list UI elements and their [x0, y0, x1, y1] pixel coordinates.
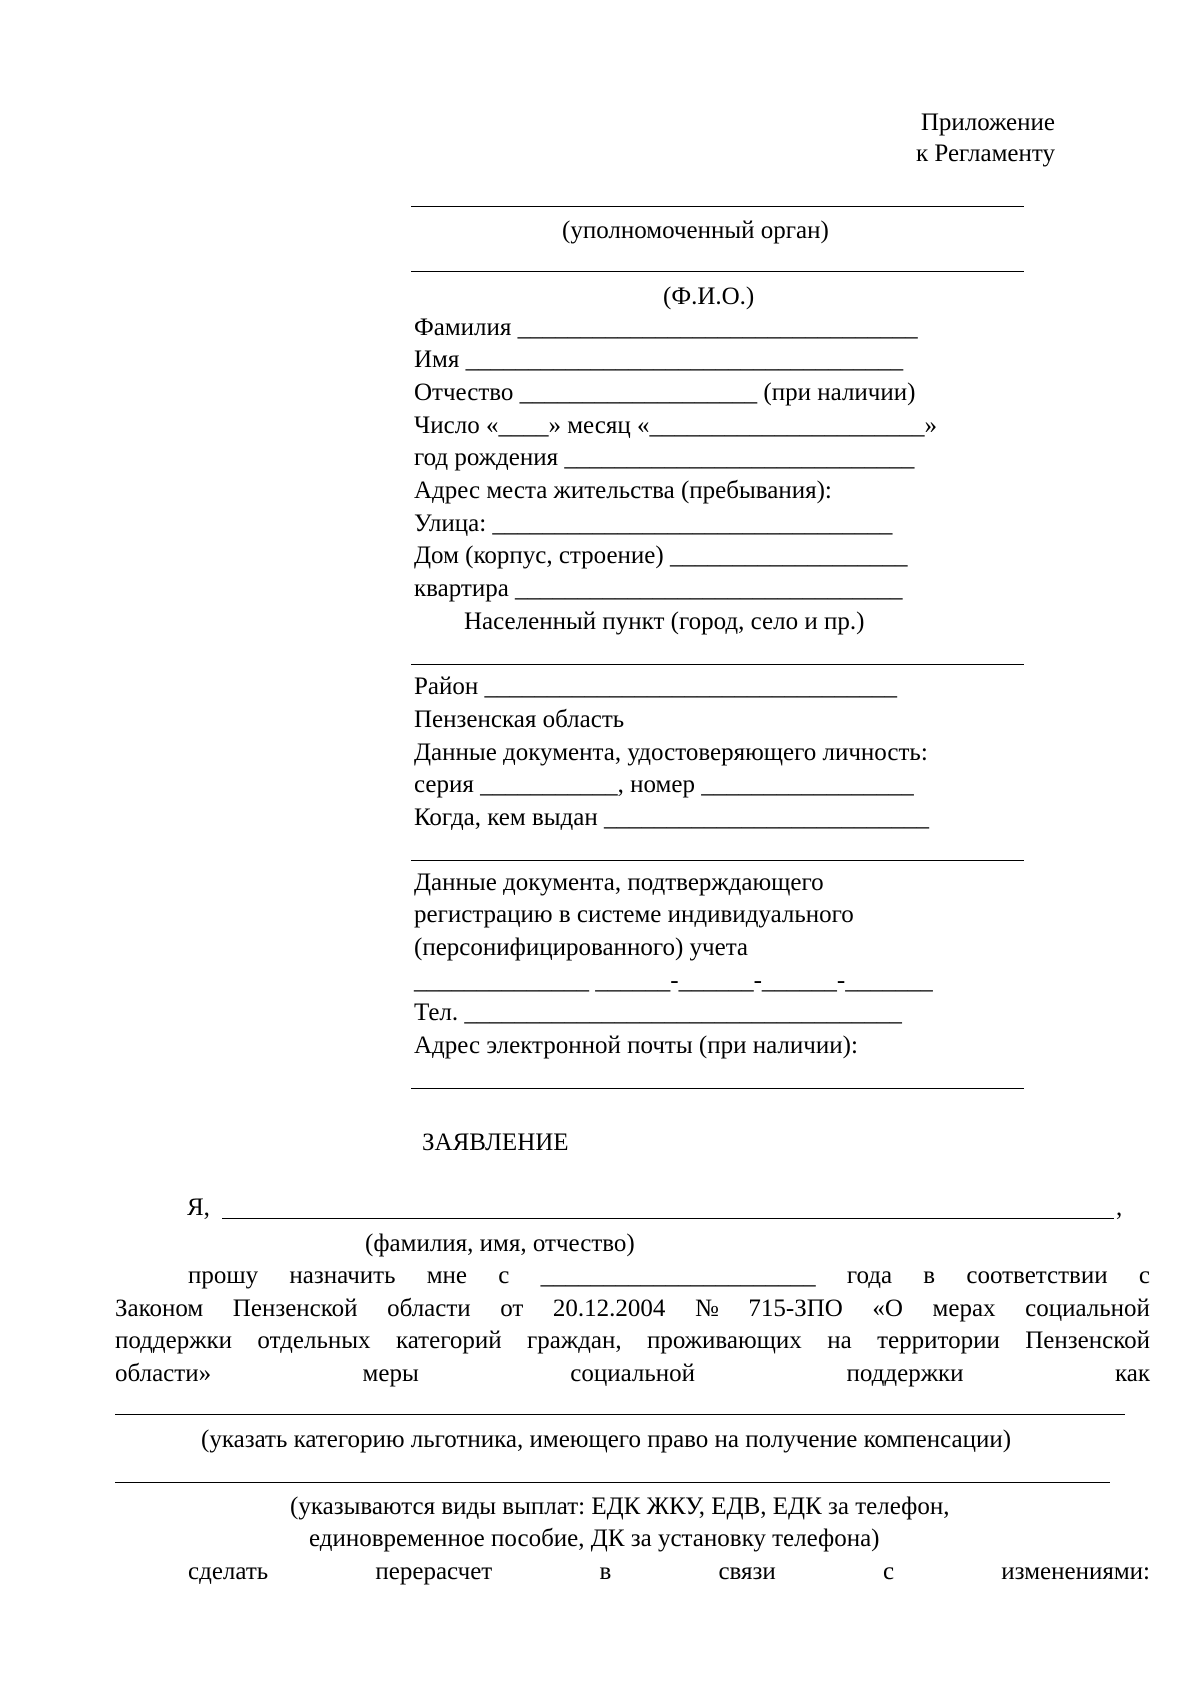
paragraph-word: перерасчет	[375, 1558, 493, 1585]
statement-fio-caption: (фамилия, имя, отчество)	[365, 1230, 635, 1257]
payments-caption-2: единовременное пособие, ДК за установку телефона)	[309, 1525, 880, 1552]
paragraph-word: ______________________	[540, 1262, 816, 1289]
street-field: Улица: ________________________________	[414, 510, 893, 537]
paragraph-word: Законом	[115, 1295, 204, 1322]
paragraph-word: с	[882, 1558, 895, 1585]
category-line	[115, 1414, 1125, 1415]
paragraph-word: мерах	[932, 1295, 996, 1322]
paragraph-word: от	[500, 1295, 524, 1322]
phone-field: Тел. ___________________________________	[414, 999, 902, 1026]
apartment-field: квартира _______________________________	[414, 575, 903, 602]
snils-title-1: Данные документа, подтверждающего	[414, 869, 824, 896]
payments-caption-1: (указываются виды выплат: ЕДК ЖКУ, ЕДВ, ЕДК за телефон,	[290, 1493, 950, 1520]
email-line	[411, 1088, 1024, 1089]
paragraph-word: категорий	[395, 1327, 502, 1354]
fio-line	[411, 271, 1024, 272]
paragraph-word: 715-ЗПО	[748, 1295, 843, 1322]
paragraph-word: Пензенской	[1025, 1327, 1150, 1354]
paragraph-word: территории	[877, 1327, 1000, 1354]
paragraph-line-4	[115, 1361, 1150, 1386]
paragraph-word: №	[694, 1295, 719, 1322]
recalc-line	[188, 1559, 1150, 1584]
paragraph-word: соответствии	[966, 1262, 1108, 1289]
snils-title-2: регистрацию в системе индивидуального	[414, 901, 854, 928]
id-doc-title: Данные документа, удостоверяющего личность:	[414, 739, 928, 766]
statement-title: ЗАЯВЛЕНИЕ	[422, 1129, 569, 1156]
regulation-label: к Регламенту	[915, 140, 1055, 167]
authority-line	[411, 206, 1024, 207]
applicant-name-line	[222, 1218, 1114, 1219]
authority-caption: (уполномоченный орган)	[562, 217, 829, 244]
address-title: Адрес места жительства (пребывания):	[414, 477, 832, 504]
i-prefix: Я,	[187, 1194, 210, 1221]
paragraph-word: на	[827, 1327, 852, 1354]
paragraph-word: социальной	[1025, 1295, 1150, 1322]
issued-line	[411, 860, 1024, 861]
paragraph-word: поддержки	[846, 1360, 964, 1387]
paragraph-word: Пензенской	[232, 1295, 358, 1322]
paragraph-word: поддержки	[115, 1327, 232, 1354]
paragraph-word: отдельных	[257, 1327, 371, 1354]
paragraph-word: социальной	[570, 1360, 696, 1387]
snils-title-3: (персонифицированного) учета	[414, 934, 749, 961]
paragraph-word: как	[1114, 1360, 1150, 1387]
fio-caption: (Ф.И.О.)	[663, 283, 755, 310]
paragraph-word: в	[599, 1558, 612, 1585]
i-suffix: ,	[1116, 1194, 1123, 1221]
birth-daymonth-field: Число «____» месяц «______________________»	[414, 412, 937, 439]
series-number-field: серия ___________, номер _________________	[414, 771, 914, 798]
paragraph-word: области	[387, 1295, 471, 1322]
paragraph-word: года	[846, 1262, 893, 1289]
paragraph-word: «О	[872, 1295, 903, 1322]
paragraph-line-3	[115, 1328, 1150, 1353]
firstname-field: Имя ___________________________________	[414, 346, 904, 373]
region-label: Пензенская область	[414, 706, 625, 733]
paragraph-word: сделать	[188, 1558, 269, 1585]
paragraph-word: меры	[362, 1360, 419, 1387]
house-field: Дом (корпус, строение) ___________________	[414, 542, 908, 569]
paragraph-word: связи	[718, 1558, 776, 1585]
paragraph-word: с	[498, 1262, 510, 1289]
category-caption: (указать категорию льготника, имеющего право на получение компенсации)	[201, 1426, 1012, 1453]
appendix-label: Приложение	[920, 109, 1055, 136]
paragraph-word: мне	[426, 1262, 468, 1289]
locality-label: Населенный пункт (город, село и пр.)	[464, 608, 865, 635]
locality-line	[411, 664, 1024, 665]
paragraph-word: изменениями:	[1001, 1558, 1150, 1585]
patronymic-field: Отчество ___________________ (при наличии)	[414, 379, 916, 406]
district-field: Район _________________________________	[414, 673, 898, 700]
paragraph-word: назначить	[289, 1262, 396, 1289]
paragraph-word: с	[1138, 1262, 1150, 1289]
paragraph-line-2	[115, 1296, 1150, 1321]
paragraph-word: в	[923, 1262, 936, 1289]
paragraph-word: проживающих	[646, 1327, 802, 1354]
paragraph-word: прошу	[188, 1262, 259, 1289]
payments-line	[115, 1482, 1110, 1483]
paragraph-word: 20.12.2004	[552, 1295, 666, 1322]
email-label: Адрес электронной почты (при наличии):	[414, 1032, 858, 1059]
paragraph-line-1	[188, 1263, 1150, 1288]
lastname-field: Фамилия ________________________________	[414, 314, 918, 341]
paragraph-word: области»	[115, 1360, 212, 1387]
snils-number-field: ______________ ______-______-______-_______	[414, 967, 933, 994]
paragraph-word: граждан,	[527, 1327, 622, 1354]
issued-field: Когда, кем выдан __________________________	[414, 804, 929, 831]
birth-year-field: год рождения ____________________________	[414, 444, 915, 471]
